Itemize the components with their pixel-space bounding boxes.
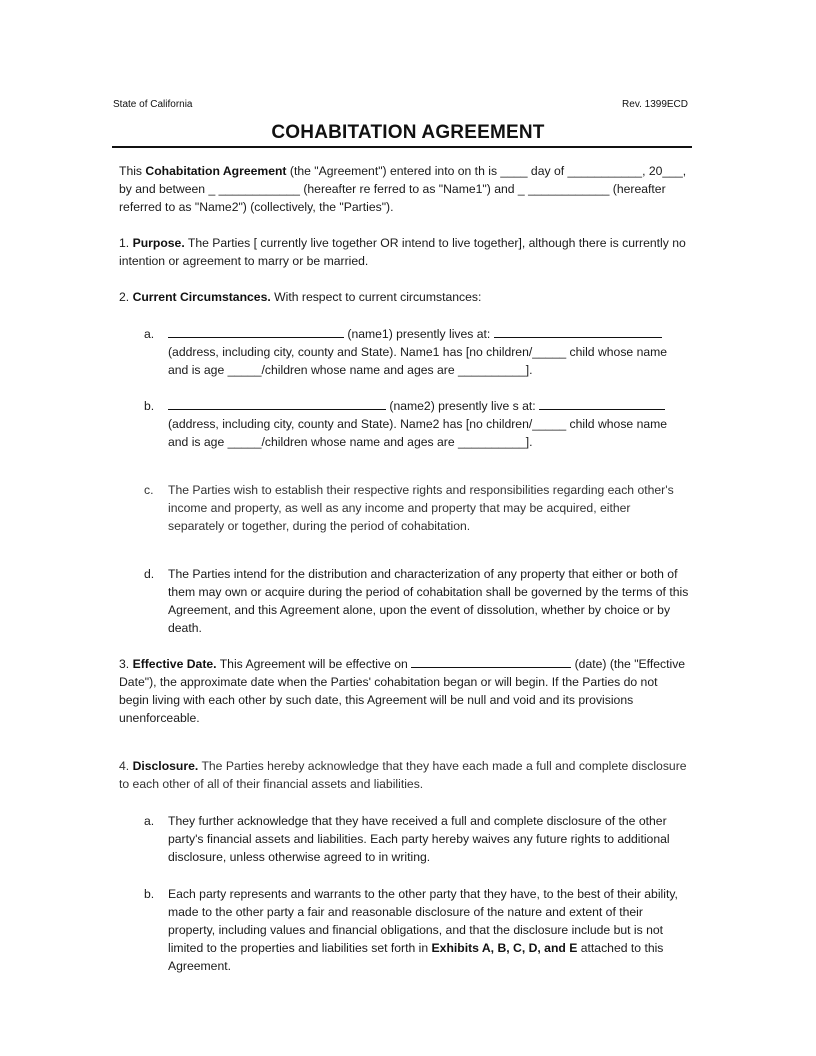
name2-blank[interactable] bbox=[168, 397, 386, 410]
address1-blank[interactable] bbox=[494, 325, 662, 338]
clause-2c: c. The Parties wish to establish their respective rights and responsibilities regarding each other's income and property, as well as any income and property that may be acquired, either separately or together, during the period of cohabitation. bbox=[144, 483, 674, 533]
clause-2b: b. (name2) presently live s at: (address, including city, county and State). Name2 has [no children/_____ child whose name and is age _____/children whose name and ages are __________]. bbox=[144, 399, 668, 449]
section-effective-date: 3. Effective Date. This Agreement will be effective on (date) (the "Effective Date"), the approximate date when the Parties' cohabitation began or will begin. If the Parties do not begin living with each other by such date, this Agreement will be null and void and its provisions unenforceable. bbox=[119, 657, 686, 725]
purpose-heading: Purpose. bbox=[132, 236, 185, 250]
clause-2a: a. (name1) presently lives at: (address, including city, county and State). Name1 has [no children/_____ child whose name and is age _____/children whose name and ages are __________]. bbox=[144, 327, 668, 377]
effective-date-blank[interactable] bbox=[411, 655, 571, 668]
effective-date-heading: Effective Date. bbox=[132, 657, 217, 671]
section-purpose: 1. Purpose. The Parties [ currently live together OR intend to live together], although there is currently no intention or agreement to marry or be married. bbox=[119, 236, 686, 268]
address2-blank[interactable] bbox=[539, 397, 665, 410]
state-label: State of California bbox=[113, 99, 193, 110]
clause-4b: b. Each party represents and warrants to the other party that they have, to the best of their ability, made to the other party a fair and reasonable disclosure of the nature and extent of their property, including values and financial obligations, and that the disclosure include but is not limited to the properties and liabilities set forth in Exhibits A, B, C, D, and E attached to this Agreement. bbox=[144, 887, 678, 973]
exhibits-reference: Exhibits A, B, C, D, and E bbox=[431, 941, 578, 955]
document-body bbox=[119, 162, 689, 975]
section-disclosure: 4. Disclosure. The Parties hereby acknowledge that they have each made a full and complete disclosure to each other of all of their financial assets and liabilities. bbox=[119, 759, 687, 791]
title-rule bbox=[112, 146, 692, 148]
disclosure-heading: Disclosure. bbox=[132, 759, 199, 773]
clause-2d: d. The Parties intend for the distribution and characterization of any property that either or both of them may own or acquire during the period of cohabitation shall be governed by the terms of this Agreement, and this Agreement alone, upon the event of dissolution, whether by choice or by death. bbox=[144, 567, 689, 635]
section-current-circumstances: 2. Current Circumstances. With respect to current circumstances: bbox=[119, 290, 482, 304]
clause-4a: a. They further acknowledge that they have received a full and complete disclosure of the other party's financial assets and liabilities. Each party hereby waives any future rights to additional disclosure, unless otherwise agreed to in writing. bbox=[144, 814, 670, 864]
revision-label: Rev. 1399ECD bbox=[622, 99, 688, 110]
intro-paragraph: This Cohabitation Agreement (the "Agreement") entered into on th is ____ day of ___________, 20___, by and between _ ____________ (hereafter re ferred to as "Name1") and _ ____________ (hereafter referred to as "Name2") (collectively, the "Parties"). bbox=[119, 164, 687, 214]
document-title: COHABITATION AGREEMENT bbox=[271, 122, 545, 143]
current-circumstances-heading: Current Circumstances. bbox=[132, 290, 271, 304]
name1-blank[interactable] bbox=[168, 325, 344, 338]
